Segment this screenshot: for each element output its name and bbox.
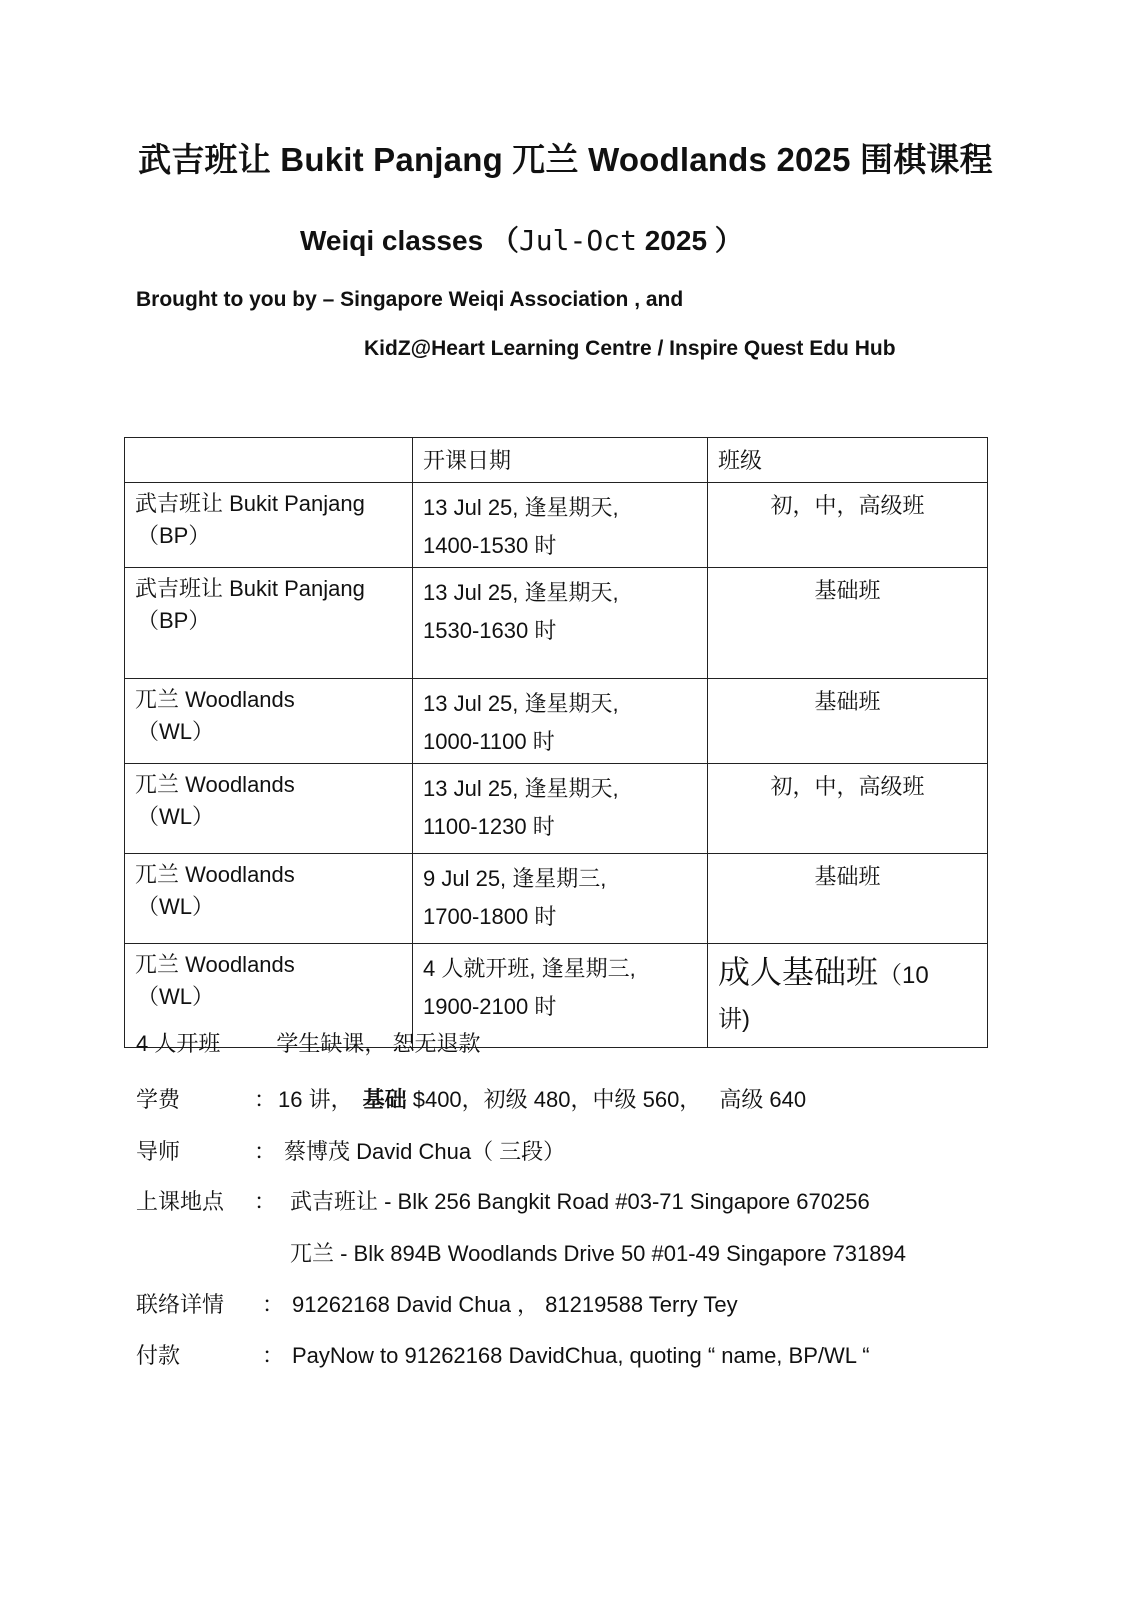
fees-label: 学费: [136, 1087, 181, 1112]
location-name: 兀兰 Woodlands: [135, 687, 295, 712]
table-row: [125, 854, 988, 944]
schedule-table: [124, 437, 988, 1048]
level-cell: [708, 944, 988, 1048]
payment-line: [136, 1339, 870, 1370]
payment-colon: ：: [262, 1343, 285, 1368]
location-name: 兀兰 Woodlands: [135, 772, 295, 797]
date-text: 13 Jul 25, 逢星期天,: [423, 776, 619, 801]
fees-colon: ：: [254, 1087, 277, 1112]
header-start-date: 开课日期: [413, 438, 708, 483]
location-code: （BP）: [137, 523, 211, 548]
level-cell: 基础班: [708, 679, 988, 764]
contact-colon: ：: [262, 1292, 285, 1317]
location-cell: [125, 483, 413, 568]
payment-label: 付款: [136, 1343, 181, 1368]
teacher-value: 蔡博茂 David Chua（ 三段）: [284, 1139, 566, 1164]
header-location: [125, 438, 413, 483]
location-name: 兀兰 Woodlands: [135, 862, 295, 887]
fees-sessions: 16 讲，: [278, 1087, 353, 1112]
date-cell: [413, 679, 708, 764]
venue-line: [136, 1185, 870, 1216]
location-name: 武吉班让 Bukit Panjang: [135, 491, 365, 516]
level-cell: 基础班: [708, 854, 988, 944]
time-text: 1100-1230 时: [423, 814, 555, 839]
date-text: 13 Jul 25, 逢星期天,: [423, 580, 619, 605]
time-text: 1400-1530 时: [423, 533, 557, 558]
time-text: 1700-1800 时: [423, 904, 557, 929]
date-text: 13 Jul 25, 逢星期天,: [423, 495, 619, 520]
notes-line: [136, 1027, 480, 1058]
contact-value: 91262168 David Chua ， 81219588 Terry Tey: [292, 1292, 738, 1317]
min-class-note: 4 人开班: [136, 1031, 221, 1056]
subtitle-prefix: Weiqi classes （: [300, 225, 519, 256]
date-cell: [413, 568, 708, 679]
table-row: [125, 568, 988, 679]
subtitle: [300, 219, 743, 259]
table-header-row: [125, 438, 988, 483]
level-cell: 基础班: [708, 568, 988, 679]
teacher-colon: ：: [254, 1139, 277, 1164]
subtitle-year: 2025 ）: [636, 225, 743, 256]
time-text: 1000-1100 时: [423, 729, 555, 754]
fees-basic-label: 基础: [362, 1087, 407, 1112]
date-cell: [413, 764, 708, 854]
subtitle-period: Jul-Oct: [518, 224, 637, 257]
venue-label: 上课地点: [136, 1189, 225, 1214]
absence-note: 学生缺课， 恕无退款: [276, 1031, 481, 1056]
level-main: 成人基础班: [718, 954, 879, 990]
table-row: [125, 483, 988, 568]
location-name: 兀兰 Woodlands: [135, 952, 295, 977]
location-cell: [125, 764, 413, 854]
teacher-label: 导师: [136, 1139, 181, 1164]
location-code: （WL）: [137, 894, 215, 919]
location-name: 武吉班让 Bukit Panjang: [135, 576, 365, 601]
location-code: （WL）: [137, 984, 215, 1009]
contact-line: [136, 1288, 738, 1319]
header-class-level: 班级: [708, 438, 988, 483]
time-text: 1900-2100 时: [423, 994, 557, 1019]
payment-value: PayNow to 91262168 DavidChua, quoting “ name, BP/WL “: [292, 1343, 870, 1368]
level-cell: 初，中，高级班: [708, 483, 988, 568]
date-cell: [413, 854, 708, 944]
venue-bp: 武吉班让 - Blk 256 Bangkit Road #03-71 Singapore 670256: [290, 1189, 870, 1214]
date-text: 13 Jul 25, 逢星期天,: [423, 691, 619, 716]
venue-colon: ：: [254, 1189, 277, 1214]
date-text: 4 人就开班, 逢星期三,: [423, 956, 636, 981]
location-code: （BP）: [137, 608, 211, 633]
date-text: 9 Jul 25, 逢星期三,: [423, 866, 607, 891]
table-row: [125, 764, 988, 854]
contact-label: 联络详情: [136, 1292, 225, 1317]
table-row: [125, 679, 988, 764]
time-text: 1530-1630 时: [423, 618, 557, 643]
level-note-2: 讲): [718, 1006, 750, 1033]
venue-wl: 兀兰 - Blk 894B Woodlands Drive 50 #01-49 Singapore 731894: [290, 1241, 906, 1266]
location-cell: [125, 854, 413, 944]
location-cell: [125, 568, 413, 679]
organizer-line-2: KidZ@Heart Learning Centre / Inspire Quest Edu Hub: [364, 337, 896, 360]
location-code: （WL）: [137, 719, 215, 744]
level-cell: 初，中，高级班: [708, 764, 988, 854]
page-title: 武吉班让 Bukit Panjang 兀兰 Woodlands 2025 围棋课程: [138, 141, 993, 178]
fees-prices: $400，初级 480，中级 560，: [406, 1087, 702, 1112]
organizer-line-1: Brought to you by – Singapore Weiqi Association , and: [136, 288, 684, 311]
fees-line: [136, 1083, 806, 1114]
location-cell: [125, 679, 413, 764]
date-cell: [413, 483, 708, 568]
level-note: （10: [878, 962, 929, 989]
location-code: （WL）: [137, 804, 215, 829]
fees-advanced: 高级 640: [719, 1087, 807, 1112]
teacher-line: [136, 1135, 565, 1166]
